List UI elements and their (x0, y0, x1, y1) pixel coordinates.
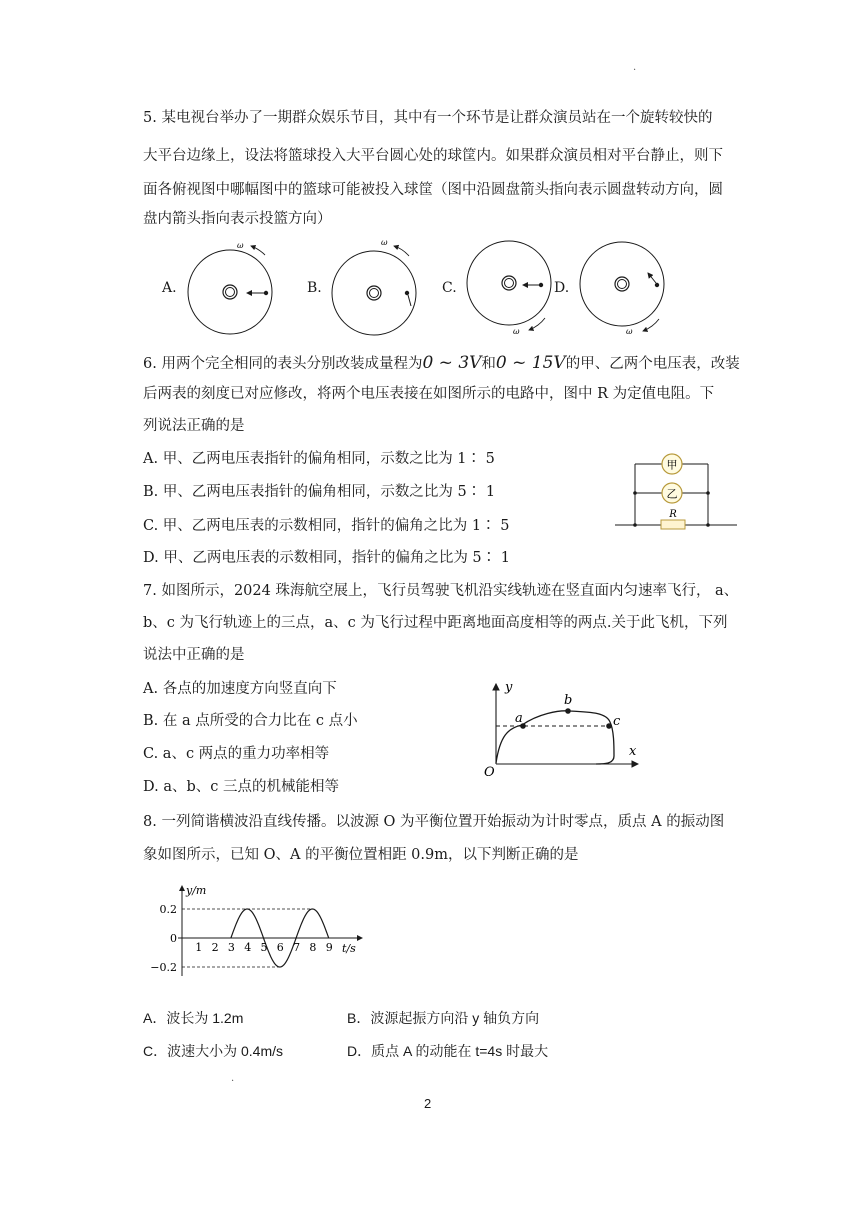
q5-disk-a (188, 241, 272, 334)
bottom-mark: . (231, 1073, 235, 1084)
q5-disk-b (332, 238, 416, 335)
q6-line-3: 列说法正确的是 (143, 418, 245, 434)
q8-x-tick-label: 5 (260, 941, 268, 954)
q8-y-tick-label: 0 (170, 932, 177, 945)
meter-yi-label: 乙 (666, 487, 678, 501)
q6-choice-d: D. 甲、乙两电压表的示数相同，指针的偏角之比为 5∶ 1 (143, 550, 510, 566)
q8-y-axis-label: y/m (186, 884, 207, 897)
q5-line-4: 盘内箭头指向表示投篮方向） (143, 211, 332, 227)
q8-x-tick-label: 6 (276, 941, 284, 954)
q8-x-axis-label: t/s (342, 942, 356, 955)
q6-choice-a: A. 甲、乙两电压表指针的偏角相同，示数之比为 1∶ 5 (143, 451, 495, 467)
q8-x-tick-label: 1 (195, 941, 203, 954)
q8-x-tick-label: 2 (211, 941, 219, 954)
q6-range-2: 0 ~ 15V (495, 353, 566, 373)
q7-trajectory-graph (478, 676, 648, 780)
top-mark: . (633, 62, 637, 73)
q5-disk-diagrams (175, 236, 685, 336)
q8-x-tick-label: 8 (309, 941, 317, 954)
q8-line-2: 象如图所示，已知 O、A 的平衡位置相距 0.9m，以下判断正确的是 (143, 847, 579, 863)
q5-option-a-label: A. (162, 280, 177, 296)
q8-choice-d: D．质点 A 的动能在 t=4s 时最大 (347, 1043, 549, 1059)
q5-line-3: 面各俯视图中哪幅图中的篮球可能被投入球筐（图中沿圆盘箭头指向表示圆盘转动方向，圆 (143, 182, 723, 198)
q5-disk-c (467, 241, 551, 336)
q7-origin-label: O (484, 765, 495, 780)
q5-line-2: 大平台边缘上，设法将篮球投入大平台圆心处的球筐内。如果群众演员相对平台静止，则下 (143, 148, 723, 164)
resistor (661, 520, 685, 529)
q7-choice-a: A. 各点的加速度方向竖直向下 (143, 681, 337, 697)
meter-jia-label: 甲 (666, 458, 678, 472)
q8-choice-a: A．波长为 1.2m (143, 1010, 244, 1026)
resistor-label: R (669, 509, 677, 520)
q6-line-1 (143, 353, 740, 374)
q6-circuit-diagram (615, 450, 740, 532)
q6-choice-b: B. 甲、乙两电压表指针的偏角相同，示数之比为 5∶ 1 (143, 484, 496, 500)
q5-option-c-label: C. (442, 280, 457, 296)
q5-omega-c: ω (513, 327, 520, 336)
q8-choice-b: B．波源起振方向沿 y 轴负方向 (347, 1010, 540, 1026)
q5-omega-d: ω (626, 327, 633, 336)
q7-point-c: c (613, 714, 621, 729)
q5-disk-d (580, 242, 664, 336)
q8-x-tick-label: 9 (325, 941, 333, 954)
page-number: 2 (424, 1096, 432, 1111)
q8-line-1: 8. 一列简谐横波沿直线传播。以波源 O 为平衡位置开始振动为计时零点，质点 A 的振动图 (143, 814, 725, 830)
q6-line-1-c: 的甲、乙两个电压表，改装 (565, 356, 740, 372)
q6-choice-c: C. 甲、乙两电压表的示数相同，指针的偏角之比为 1∶ 5 (143, 518, 510, 534)
q7-choice-d: D. a、b、c 三点的机械能相等 (143, 779, 339, 795)
q8-y-tick-label: −0.2 (150, 961, 177, 974)
q5-line-1: 5. 某电视台举办了一期群众娱乐节目，其中有一个环节是让群众演员站在一个旋转较快的 (143, 110, 713, 126)
q7-point-a: a (515, 711, 523, 726)
q8-x-tick-label: 7 (293, 941, 301, 954)
q7-point-b: b (564, 693, 573, 708)
q7-choice-c: C. a、c 两点的重力功率相等 (143, 746, 330, 762)
q7-y-label: y (505, 680, 513, 695)
q6-line-1-b: 和 (481, 356, 496, 372)
q5-omega-b: ω (381, 238, 388, 247)
q7-line-1: 7. 如图所示，2024 珠海航空展上，飞行员驾驶飞机沿实线轨迹在竖直面内匀速率飞行， a、 (143, 583, 739, 599)
q7-choice-b: B. 在 a 点所受的合力比在 c 点小 (143, 713, 358, 729)
q5-option-b-label: B. (307, 280, 322, 296)
q8-vibration-chart (150, 880, 370, 980)
q5-option-d-label: D. (554, 280, 570, 296)
q8-choice-c: C．波速大小为 0.4m/s (143, 1043, 284, 1059)
q7-line-2: b、c 为飞行轨迹上的三点，a、c 为飞行过程中距离地面高度相等的两点.关于此飞机，下列 (143, 615, 728, 631)
q6-range-1: 0 ~ 3V (422, 353, 482, 373)
q6-line-1-a: 6. 用两个完全相同的表头分别改装成量程为 (143, 356, 423, 372)
q7-line-3: 说法中正确的是 (143, 647, 245, 663)
q8-x-tick-label: 4 (244, 941, 252, 954)
q7-x-label: x (629, 744, 637, 759)
q6-line-2: 后两表的刻度已对应修改，将两个电压表接在如图所示的电路中，图中 R 为定值电阻。下 (143, 386, 715, 402)
q8-y-tick-label: 0.2 (159, 903, 177, 916)
q5-omega-a: ω (237, 241, 244, 250)
q8-x-tick-label: 3 (227, 941, 235, 954)
